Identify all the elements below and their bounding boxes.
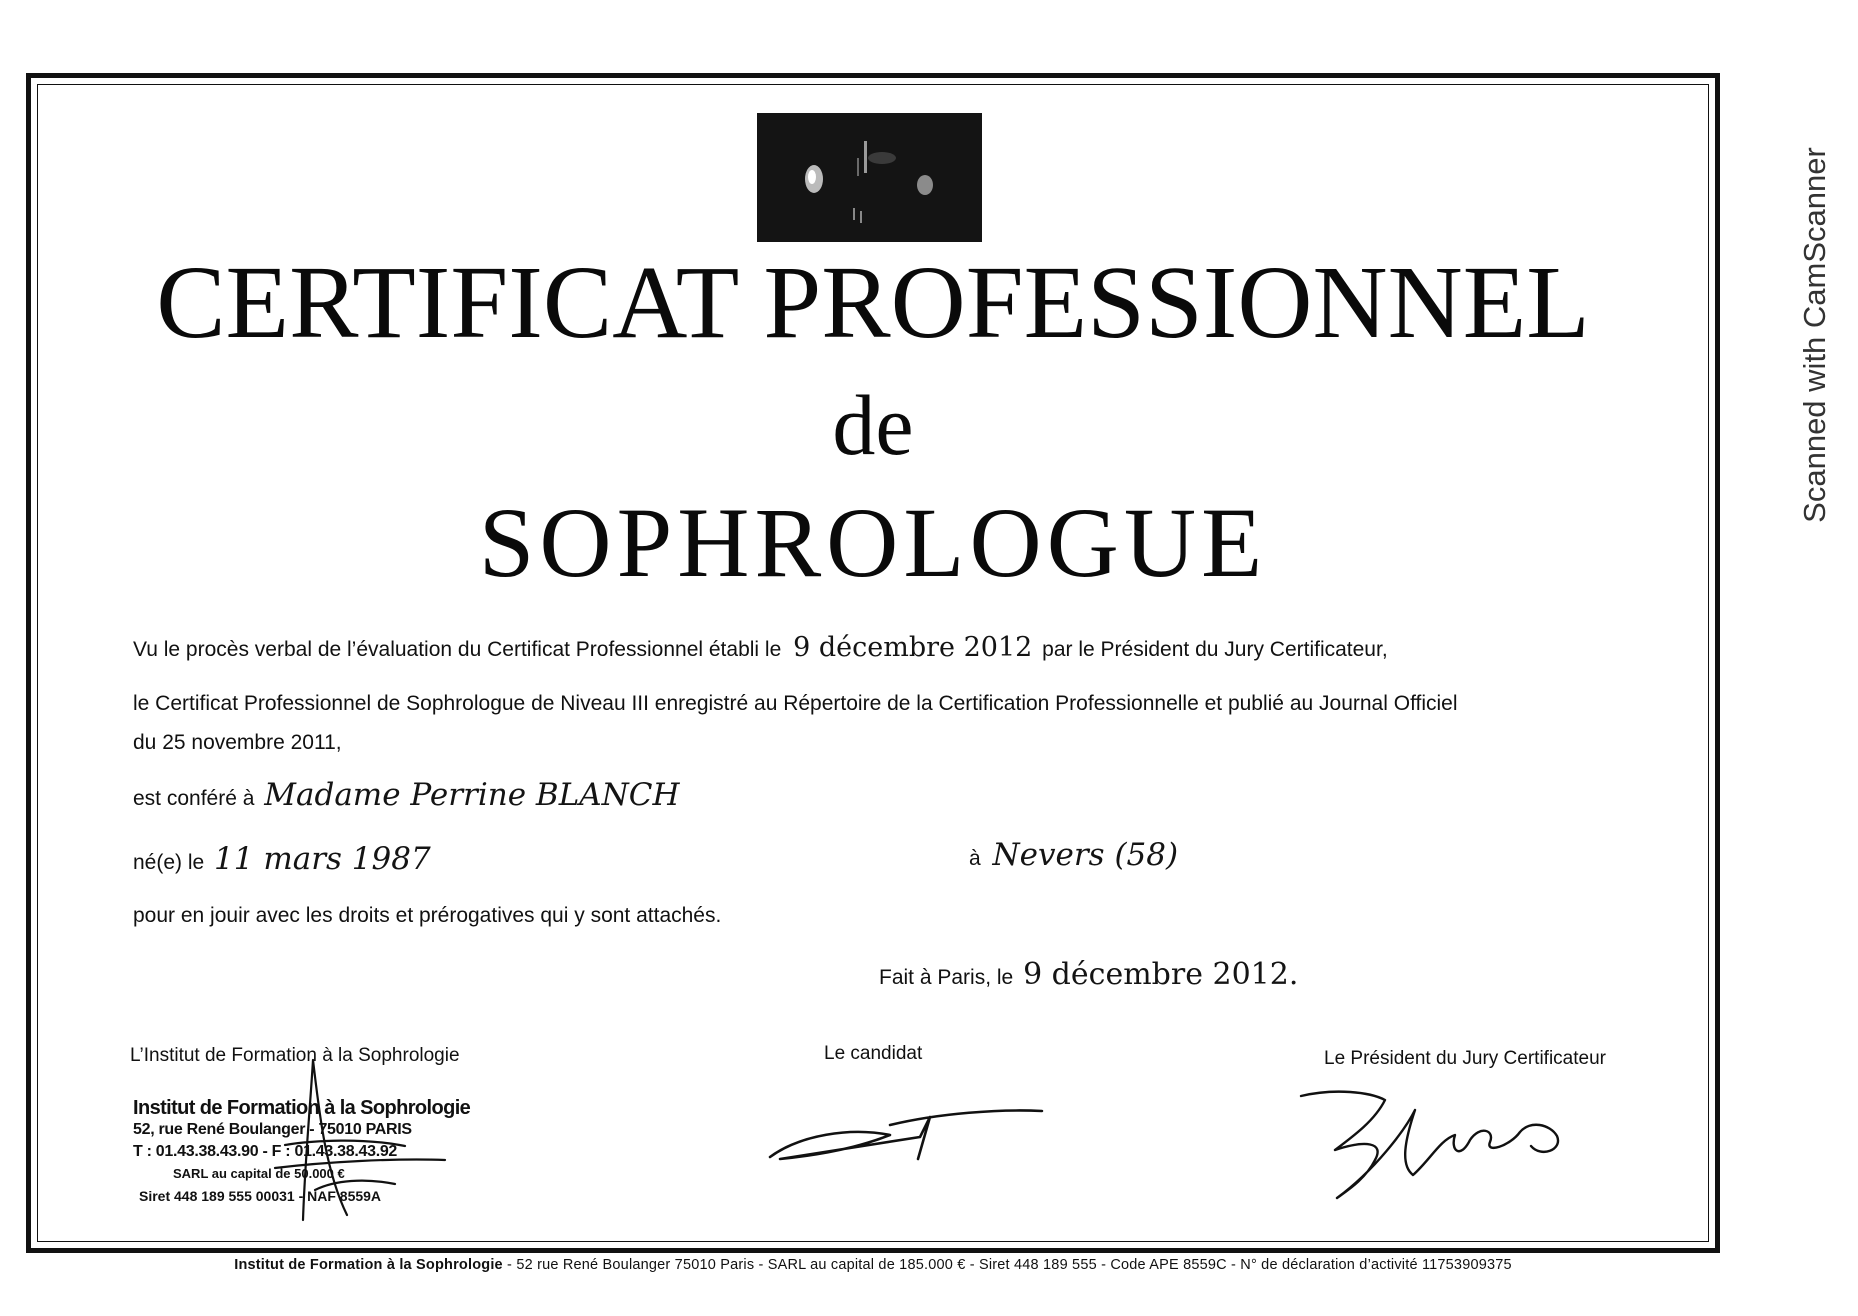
birth-place-statement bbox=[969, 838, 1178, 876]
registration-statement-line2: du 25 novembre 2011, bbox=[133, 731, 342, 754]
conferred-statement bbox=[133, 778, 680, 816]
evaluation-date: 9 décembre 2012 bbox=[793, 632, 1033, 663]
birth-date: 11 mars 1987 bbox=[214, 841, 431, 877]
footer-details: - 52 rue René Boulanger 75010 Paris - SARL au capital de 185.000 € - Siret 448 189 555 - Code APE 8559C - N° de déclaration d’activité 11753909375 bbox=[502, 1257, 1512, 1273]
institute-logo-image bbox=[757, 113, 982, 242]
institute-signature bbox=[255, 1050, 455, 1240]
evaluation-suffix: par le Président du Jury Certificateur, bbox=[1042, 638, 1388, 661]
footer-legal-info bbox=[0, 1257, 1746, 1273]
birth-place-prefix: à bbox=[969, 847, 981, 870]
institute-signature-label: L’Institut de Formation à la Sophrologie bbox=[130, 1045, 460, 1066]
done-at-statement bbox=[879, 958, 1298, 995]
conferred-prefix: est conféré à bbox=[133, 787, 255, 810]
birth-date-statement bbox=[133, 842, 431, 880]
candidate-signature-label: Le candidat bbox=[824, 1043, 923, 1064]
stamp-line-name: Institut de Formation à la Sophrologie bbox=[133, 1097, 471, 1119]
recipient-name: Madame Perrine BLANCH bbox=[264, 777, 680, 813]
stamp-line-siret: Siret 448 189 555 00031 - NAF 8559A bbox=[139, 1188, 382, 1204]
footer-org-name: Institut de Formation à la Sophrologie bbox=[234, 1257, 503, 1273]
certificate-title-connector: de bbox=[832, 377, 914, 473]
president-signature bbox=[1295, 1080, 1575, 1210]
done-date: 9 décembre 2012. bbox=[1023, 957, 1299, 992]
birth-place: Nevers (58) bbox=[992, 837, 1179, 873]
stamp-line-address: 52, rue René Boulanger - 75010 PARIS bbox=[133, 1121, 412, 1138]
certificate-title: CERTIFICAT PROFESSIONNEL bbox=[156, 245, 1590, 360]
registration-statement-line1: le Certificat Professionnel de Sophrologue de Niveau III enregistré au Répertoire de la Certification Professionnelle et publié au Journal Officiel bbox=[133, 692, 1458, 715]
stamp-line-phone: T : 01.43.38.43.90 - F : 01.43.38.43.92 bbox=[133, 1143, 398, 1160]
born-prefix: né(e) le bbox=[133, 851, 205, 874]
scanner-watermark: Scanned with CamScanner bbox=[1797, 147, 1832, 523]
done-prefix: Fait à Paris, le bbox=[879, 966, 1014, 989]
president-signature-label: Le Président du Jury Certificateur bbox=[1324, 1048, 1606, 1069]
stamp-line-capital: SARL au capital de 50.000 € bbox=[173, 1166, 345, 1181]
certificate-subtitle: SOPHROLOGUE bbox=[478, 487, 1268, 598]
rights-statement: pour en jouir avec les droits et prérogatives qui y sont attachés. bbox=[133, 904, 722, 927]
candidate-signature bbox=[760, 1095, 1050, 1175]
evaluation-prefix: Vu le procès verbal de l’évaluation du Certificat Professionnel établi le bbox=[133, 638, 782, 661]
evaluation-statement bbox=[133, 631, 1388, 667]
